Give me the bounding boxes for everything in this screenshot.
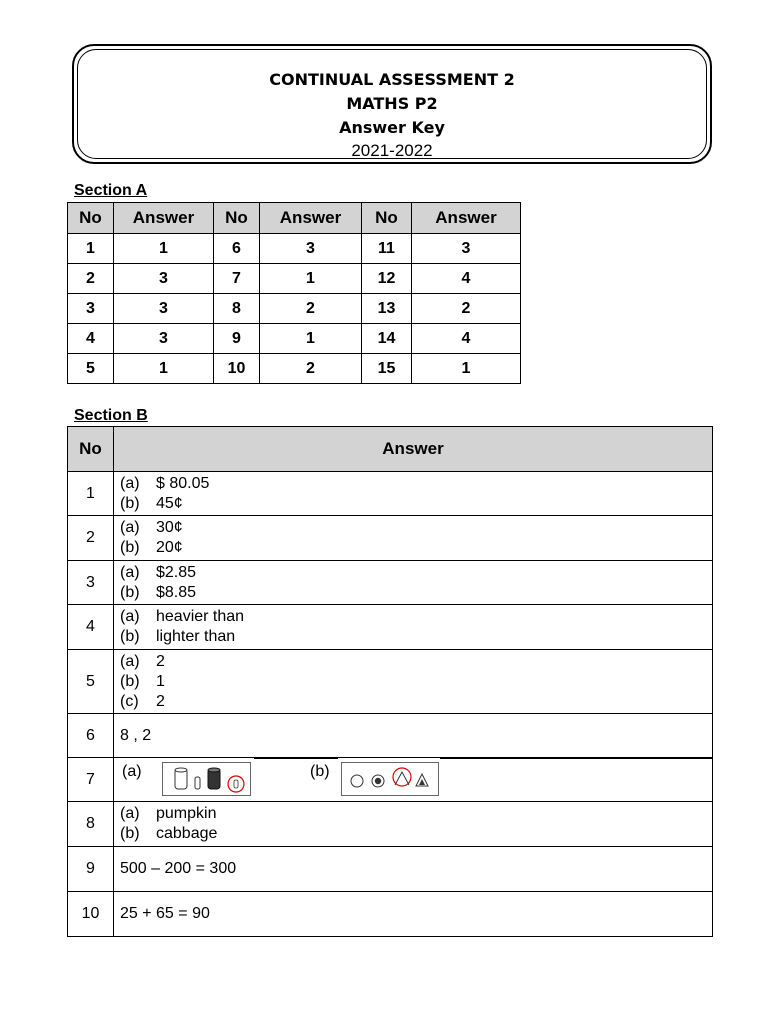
answer-part xyxy=(120,627,712,647)
table-row xyxy=(68,605,713,650)
cell: 10 xyxy=(214,354,260,384)
cell: 13 xyxy=(362,294,412,324)
answer-cell xyxy=(114,516,713,561)
part-text: cabbage xyxy=(156,825,218,842)
answer-cell xyxy=(114,892,713,937)
cell: 6 xyxy=(214,234,260,264)
cell: 1 xyxy=(260,264,362,294)
part-label: (a) xyxy=(120,608,140,625)
cell: 1 xyxy=(68,234,114,264)
question-number: 8 xyxy=(68,802,114,847)
answer-part: 8 , 2 xyxy=(120,726,152,744)
answer-cell xyxy=(114,714,713,758)
cell: 5 xyxy=(68,354,114,384)
subject-title: MATHS P2 xyxy=(346,94,438,113)
col-answer-2: Answer xyxy=(260,203,362,234)
answer-cell xyxy=(114,605,713,650)
answer-cell xyxy=(114,758,713,802)
cylinders-picture xyxy=(163,763,250,795)
answer-part xyxy=(120,824,712,844)
col-no-1: No xyxy=(68,203,114,234)
part-text: 2 xyxy=(156,692,165,710)
cell: 2 xyxy=(260,294,362,324)
part-label: (a) xyxy=(120,519,140,536)
col-no: No xyxy=(68,427,114,472)
answer-part xyxy=(120,494,712,514)
part-text: $ 80.05 xyxy=(156,474,210,492)
answer-part xyxy=(120,672,712,692)
table-row xyxy=(68,516,713,561)
answer-part: 25 + 65 = 90 xyxy=(120,905,210,922)
part-b-figure xyxy=(341,762,439,796)
assessment-title: CONTINUAL ASSESSMENT 2 xyxy=(269,70,515,89)
cell: 3 xyxy=(68,294,114,324)
part-label: (b) xyxy=(120,539,140,556)
part-label: (b) xyxy=(120,583,140,601)
answer-part xyxy=(120,563,712,583)
header-box xyxy=(72,44,712,164)
col-no-2: No xyxy=(214,203,260,234)
question-number: 5 xyxy=(68,650,114,714)
question-number: 4 xyxy=(68,605,114,650)
part-text: 2 xyxy=(156,652,165,670)
divider xyxy=(440,758,712,759)
question-number: 1 xyxy=(68,472,114,516)
part-a-label: (a) xyxy=(122,762,142,780)
question-number: 9 xyxy=(68,847,114,892)
cell: 11 xyxy=(362,234,412,264)
cell: 9 xyxy=(214,324,260,354)
answer-part xyxy=(120,607,712,627)
table-row xyxy=(68,758,713,802)
part-text: $8.85 xyxy=(156,583,197,601)
table-row xyxy=(68,650,713,714)
table-row xyxy=(68,561,713,605)
table-row xyxy=(68,472,713,516)
part-label: (b) xyxy=(120,825,140,842)
shapes-picture xyxy=(342,763,438,795)
cell: 3 xyxy=(114,294,214,324)
part-text: lighter than xyxy=(156,628,236,645)
part-label: (b) xyxy=(120,494,140,512)
cell: 14 xyxy=(362,324,412,354)
table-row xyxy=(68,847,713,892)
answer-key-title: Answer Key xyxy=(339,118,445,137)
part-label: (b) xyxy=(120,628,140,645)
part-text: $2.85 xyxy=(156,563,197,581)
part-text: pumpkin xyxy=(156,805,217,822)
part-text: 20¢ xyxy=(156,539,183,556)
table-row xyxy=(68,234,521,264)
part-text: 45¢ xyxy=(156,494,183,512)
cell: 7 xyxy=(214,264,260,294)
answer-part xyxy=(120,583,712,603)
table-row xyxy=(68,264,521,294)
part-label: (a) xyxy=(120,563,140,581)
table-row xyxy=(68,324,521,354)
table-row xyxy=(68,294,521,324)
col-no-3: No xyxy=(362,203,412,234)
question-number: 7 xyxy=(68,758,114,802)
cell: 1 xyxy=(114,354,214,384)
part-label: (c) xyxy=(120,692,139,710)
answer-part: 500 – 200 = 300 xyxy=(120,860,237,877)
answer-part xyxy=(120,652,712,672)
cell: 4 xyxy=(412,324,521,354)
answer-cell xyxy=(114,847,713,892)
section-b-header-row xyxy=(68,427,713,472)
part-a-figure xyxy=(162,762,251,796)
cell: 3 xyxy=(260,234,362,264)
col-answer-1: Answer xyxy=(114,203,214,234)
question-number: 10 xyxy=(68,892,114,937)
cell: 3 xyxy=(114,264,214,294)
question-number: 3 xyxy=(68,561,114,605)
cell: 8 xyxy=(214,294,260,324)
cell: 4 xyxy=(68,324,114,354)
section-b-title: Section B xyxy=(74,407,148,424)
col-answer: Answer xyxy=(114,427,713,472)
cell: 3 xyxy=(114,324,214,354)
answer-cell xyxy=(114,472,713,516)
cell: 2 xyxy=(412,294,521,324)
section-a-header-row xyxy=(68,203,521,234)
part-label: (b) xyxy=(120,672,140,690)
table-row xyxy=(68,714,713,758)
part-label: (a) xyxy=(120,805,140,822)
col-answer-3: Answer xyxy=(412,203,521,234)
part-text: 30¢ xyxy=(156,519,183,536)
cell: 2 xyxy=(68,264,114,294)
cell: 12 xyxy=(362,264,412,294)
table-row xyxy=(68,802,713,847)
answer-part xyxy=(120,804,712,824)
picture-answers xyxy=(114,759,712,801)
cell: 1 xyxy=(114,234,214,264)
answer-part xyxy=(120,518,712,538)
cell: 4 xyxy=(412,264,521,294)
cell: 1 xyxy=(260,324,362,354)
cell: 2 xyxy=(260,354,362,384)
part-b-label: (b) xyxy=(310,762,330,780)
answer-cell xyxy=(114,802,713,847)
section-a-table xyxy=(67,202,521,384)
academic-year: 2021-2022 xyxy=(351,141,433,160)
cell: 1 xyxy=(412,354,521,384)
table-row xyxy=(68,892,713,937)
divider xyxy=(254,758,338,759)
part-label: (a) xyxy=(120,652,140,670)
question-number: 2 xyxy=(68,516,114,561)
section-b-table xyxy=(67,426,713,937)
cell: 3 xyxy=(412,234,521,264)
answer-cell xyxy=(114,650,713,714)
table-row xyxy=(68,354,521,384)
answer-part xyxy=(120,538,712,558)
part-text: heavier than xyxy=(156,608,245,625)
answer-part xyxy=(120,692,712,712)
answer-cell xyxy=(114,561,713,605)
question-number: 6 xyxy=(68,714,114,758)
section-a-title: Section A xyxy=(74,182,148,199)
answer-part xyxy=(120,474,712,494)
part-text: 1 xyxy=(156,672,165,690)
cell: 15 xyxy=(362,354,412,384)
part-label: (a) xyxy=(120,474,140,492)
